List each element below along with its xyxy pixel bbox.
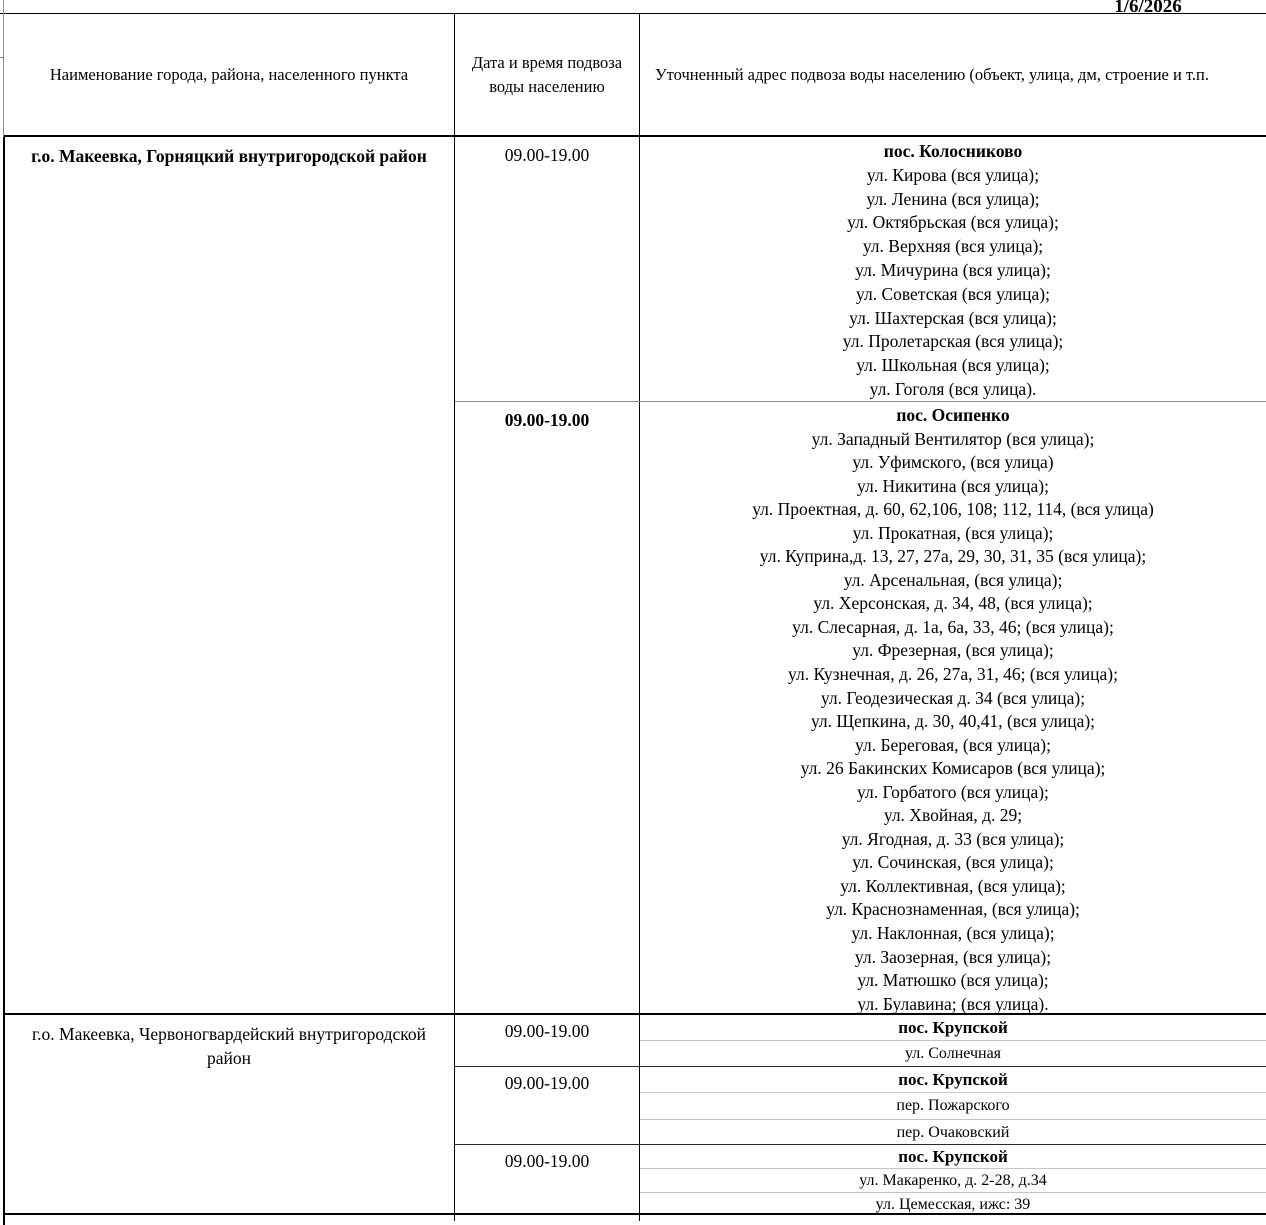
street-line: ул. Никитина (вся улица); — [857, 475, 1049, 496]
delivery-subrow-krupskoy-2 — [455, 1067, 1266, 1145]
street-line: ул. Пролетарская (вся улица); — [842, 331, 1064, 352]
street-list — [640, 1092, 1266, 1144]
address-cell — [640, 1015, 1266, 1066]
address-cell — [640, 1067, 1266, 1144]
district-row-gornyatsky — [4, 137, 1266, 1015]
street-list — [640, 1168, 1266, 1213]
street-line: ул. Кузнечная, д. 26, 27а, 31, 46; (вся улица); — [788, 664, 1118, 685]
partial-next-row — [4, 1215, 1266, 1221]
partial-cell — [4, 1215, 455, 1221]
street-line: ул. Коллективная, (вся улица); — [840, 875, 1066, 896]
street-line: ул. Шахтерская (вся улица); — [849, 307, 1057, 328]
header-label-address: Уточненный адрес подвоза воды населению (объект, улица, дм, строение и т.п. — [655, 64, 1209, 84]
header-cell-time — [455, 14, 640, 135]
header-label-settlement: Наименование города, района, населенного пункта — [49, 64, 409, 84]
street-line: ул. Хвойная, д. 29; — [883, 805, 1023, 826]
delivery-time: 09.00-19.00 — [455, 1067, 640, 1144]
street-line: ул. Арсенальная, (вся улица); — [843, 569, 1063, 590]
street-line: ул. Уфимского, (вся улица) — [852, 452, 1054, 473]
delivery-subrow-kolosnikovo — [455, 137, 1266, 402]
water-delivery-table — [4, 14, 1266, 1221]
street-line: ул. Матюшко (вся улица); — [857, 970, 1049, 991]
street-line: ул. Солнечная — [640, 1040, 1266, 1066]
street-list — [640, 164, 1266, 401]
street-line: ул. Ленина (вся улица); — [866, 188, 1040, 209]
district-subrows — [455, 137, 1266, 1013]
settlement-name: пос. Крупской — [898, 1147, 1008, 1166]
settlement-name: пос. Осипенко — [896, 405, 1010, 425]
street-line: ул. Геодезическая д. 34 (вся улица); — [820, 687, 1086, 708]
district-subrows — [455, 1015, 1266, 1213]
street-line: ул. Гоголя (вся улица). — [869, 378, 1037, 399]
delivery-time: 09.00-19.00 — [455, 1145, 640, 1213]
delivery-subrow-osipenko — [455, 402, 1266, 1013]
street-line: ул. Сочинская, (вся улица); — [852, 852, 1054, 873]
partial-cell — [455, 1215, 640, 1221]
street-list — [640, 428, 1266, 1013]
street-line: ул. Кирова (вся улица); — [866, 164, 1040, 185]
street-line: ул. Булавина; (вся улица). — [857, 993, 1049, 1013]
street-line: ул. Макаренко, д. 2-28, д.34 — [640, 1168, 1266, 1192]
address-cell — [640, 137, 1266, 401]
street-line: ул. Береговая, (вся улица); — [855, 734, 1051, 755]
street-line: ул. Горбатого (вся улица); — [857, 781, 1049, 802]
street-line: ул. Куприна,д. 13, 27, 27а, 29, 30, 31, 35 (вся улица); — [759, 546, 1147, 567]
report-date: 1/6/2026 — [1114, 0, 1182, 17]
delivery-subrow-krupskoy-1 — [455, 1015, 1266, 1067]
street-line: ул. Школьная (вся улица); — [856, 355, 1050, 376]
header-cell-settlement — [4, 14, 455, 135]
street-line: ул. Херсонская, д. 34, 48, (вся улица); — [813, 593, 1093, 614]
settlement-name: пос. Крупской — [898, 1070, 1008, 1089]
street-line: ул. Западный Вентилятор (вся улица); — [811, 428, 1095, 449]
delivery-time: 09.00-19.00 — [455, 402, 640, 1013]
settlement-name: пос. Колосниково — [883, 141, 1023, 161]
table-header-row — [4, 14, 1266, 137]
street-line: пер. Пожарского — [640, 1092, 1266, 1118]
street-line: ул. Мичурина (вся улица); — [855, 259, 1051, 280]
street-line: пер. Очаковский — [640, 1119, 1266, 1144]
district-name: г.о. Макеевка, Червоногвардейский внутригородской район — [4, 1015, 455, 1213]
street-line: ул. Цемесская, ижс: 39 — [640, 1192, 1266, 1213]
street-line: ул. Заозерная, (вся улица); — [854, 946, 1052, 967]
street-line: ул. Наклонная, (вся улица); — [851, 923, 1055, 944]
address-cell — [640, 402, 1266, 1013]
delivery-time: 09.00-19.00 — [455, 1015, 640, 1066]
address-cell — [640, 1145, 1266, 1213]
street-line: ул. 26 Бакинских Комисаров (вся улица); — [800, 758, 1106, 779]
delivery-subrow-krupskoy-3 — [455, 1145, 1266, 1213]
street-line: ул. Фрезерная, (вся улица); — [852, 640, 1054, 661]
delivery-time: 09.00-19.00 — [455, 137, 640, 401]
street-line: ул. Октябрьская (вся улица); — [847, 212, 1059, 233]
street-line: ул. Прокатная, (вся улица); — [852, 522, 1054, 543]
street-line: ул. Проектная, д. 60, 62,106, 108; 112, 114, (вся улица) — [752, 499, 1154, 520]
street-list — [640, 1040, 1266, 1066]
district-row-chervonogvardeysky — [4, 1015, 1266, 1215]
street-line: ул. Слесарная, д. 1а, 6а, 33, 46; (вся улица); — [792, 616, 1114, 637]
header-label-time: Дата и время подвоза воды населению — [471, 52, 623, 96]
street-line: ул. Верхняя (вся улица); — [862, 236, 1044, 257]
partial-cell — [640, 1215, 1266, 1221]
street-line: ул. Щепкина, д. 30, 40,41, (вся улица); — [810, 711, 1096, 732]
street-line: ул. Советская (вся улица); — [856, 283, 1050, 304]
settlement-name: пос. Крупской — [898, 1018, 1008, 1037]
street-line: ул. Ягодная, д. 33 (вся улица); — [841, 828, 1065, 849]
header-cell-address — [640, 14, 1266, 135]
district-name: г.о. Макеевка, Горняцкий внутригородской район — [4, 137, 455, 1013]
street-line: ул. Краснознаменная, (вся улица); — [826, 899, 1080, 920]
